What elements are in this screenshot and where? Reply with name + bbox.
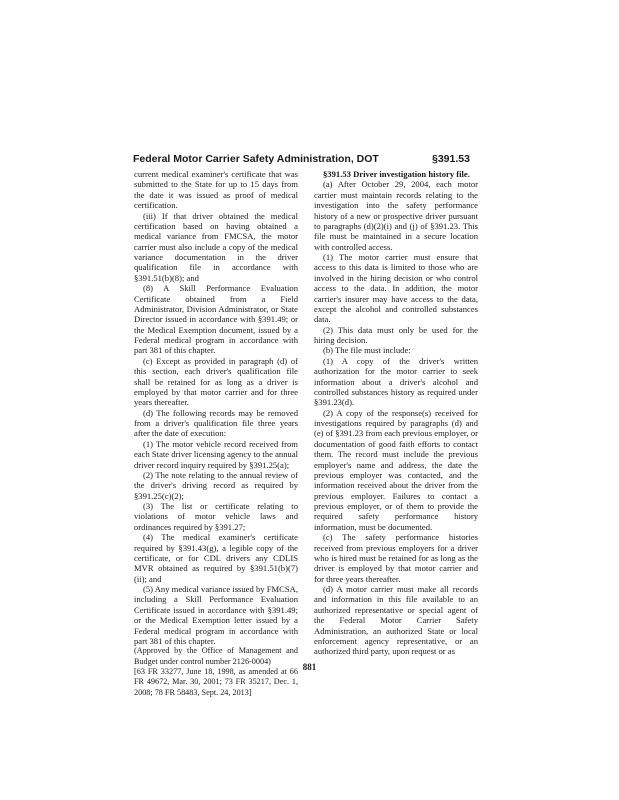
paragraph: (d) A motor carrier must make all records and information in this file available to an authorized representative or special agent of the Federal Motor Carrier Safety Administration, an authorized State or local enforcement agency representative, or an authorized third party, upon request or as (314, 584, 478, 657)
paragraph: (1) The motor vehicle record received from each State driver licensing agency to the annual driver record inquiry required by §391.25(a); (134, 438, 298, 470)
paragraph: (b) The file must include: (323, 345, 411, 356)
running-header-title: Federal Motor Carrier Safety Administration, DOT (133, 153, 379, 165)
left-text-column (134, 169, 298, 698)
paragraph: (c) Except as provided in paragraph (d) of this section, each driver's qualification file shall be retained for as long as a driver is employed by that motor carrier and for three years thereafter. (134, 355, 298, 408)
paragraph: (3) The list or certificate relating to violations of motor vehicle laws and ordinances required by §391.27; (134, 501, 298, 532)
paragraph: (c) The safety performance histories received from previous employers for a driver who is hired must be retained for as long as the driver is employed by that motor carrier and for three years thereafter. (314, 532, 478, 584)
section-heading: §391.53 Driver investigation history file. (323, 169, 470, 179)
page-number: 881 (302, 662, 317, 672)
paragraph: (5) Any medical variance issued by FMCSA, including a Skill Performance Evaluation Certificate issued in accordance with §391.49; or the Medical Exemption letter issued by a Federal medical program in accordance with part 381 of this chapter. (134, 584, 298, 646)
paragraph: (1) The motor carrier must ensure that access to this data is limited to those who are involved in the hiring decision or who control access to the data. In addition, the motor carrier's insurer may have access to the data, except the alcohol and controlled substances data. (314, 252, 478, 325)
paragraph: (1) A copy of the driver's written authorization for the motor carrier to seek information about a driver's alcohol and controlled substances history as required under §391.23(d). (314, 355, 478, 408)
omb-approval-note: (Approved by the Office of Management and Budget under control number 2126-0004) (134, 646, 298, 666)
paragraph: current medical examiner's certificate that was submitted to the State for up to 15 days from the date it was issued as proof of medical certification. (134, 169, 298, 211)
paragraph: (4) The medical examiner's certificate required by §391.43(g), a legible copy of the certificate, or for CDL drivers any CDLIS MVR obtained as required by §391.51(b)(7)(ii); and (134, 532, 298, 584)
paragraph: (iii) If that driver obtained the medical certification based on having obtained a medical variance from FMCSA, the motor carrier must also include a copy of the medical variance documentation in the driver qualification file in accordance with §391.51(b)(8); and (134, 210, 298, 283)
paragraph: (2) This data must only be used for the hiring decision. (314, 324, 478, 345)
paragraph: (8) A Skill Performance Evaluation Certificate obtained from a Field Administrator, Division Administrator, or State Director issued in accordance with §391.49; or the Medical Exemption document, issued by a Federal medical program in accordance with part 381 of this chapter. (134, 283, 298, 356)
running-header-section: §391.53 (432, 153, 470, 165)
federal-register-citation: [63 FR 33277, June 18, 1998, as amended at 66 FR 49672, Mar. 30, 2001; 73 FR 35217, Dec. 1, 2008; 78 FR 58483, Sept. 24, 2013] (134, 667, 298, 697)
paragraph: (d) The following records may be removed from a driver's qualification file three years after the date of execution: (134, 407, 298, 439)
right-text-column (314, 169, 478, 657)
paragraph: (2) A copy of the response(s) received for investigations required by paragraphs (d) and (e) of §391.23 from each previous employer, or documentation of good faith efforts to contact them. The record must include the previous employer's name and address, the date the previous employer was contacted, and the information received about the driver from the previous employer. Failures to contact a previous employer, or of them to provide the required safety performance history information, must be documented. (314, 407, 478, 532)
paragraph: (a) After October 29, 2004, each motor carrier must maintain records relating to the investigation into the safety performance history of a new or prospective driver pursuant to paragraphs (d)(2)(i) and (j) of §391.23. This file must be maintained in a secure location with controlled access. (314, 179, 478, 252)
paragraph: (2) The note relating to the annual review of the driver's driving record as required by §391.25(c)(2); (134, 469, 298, 501)
